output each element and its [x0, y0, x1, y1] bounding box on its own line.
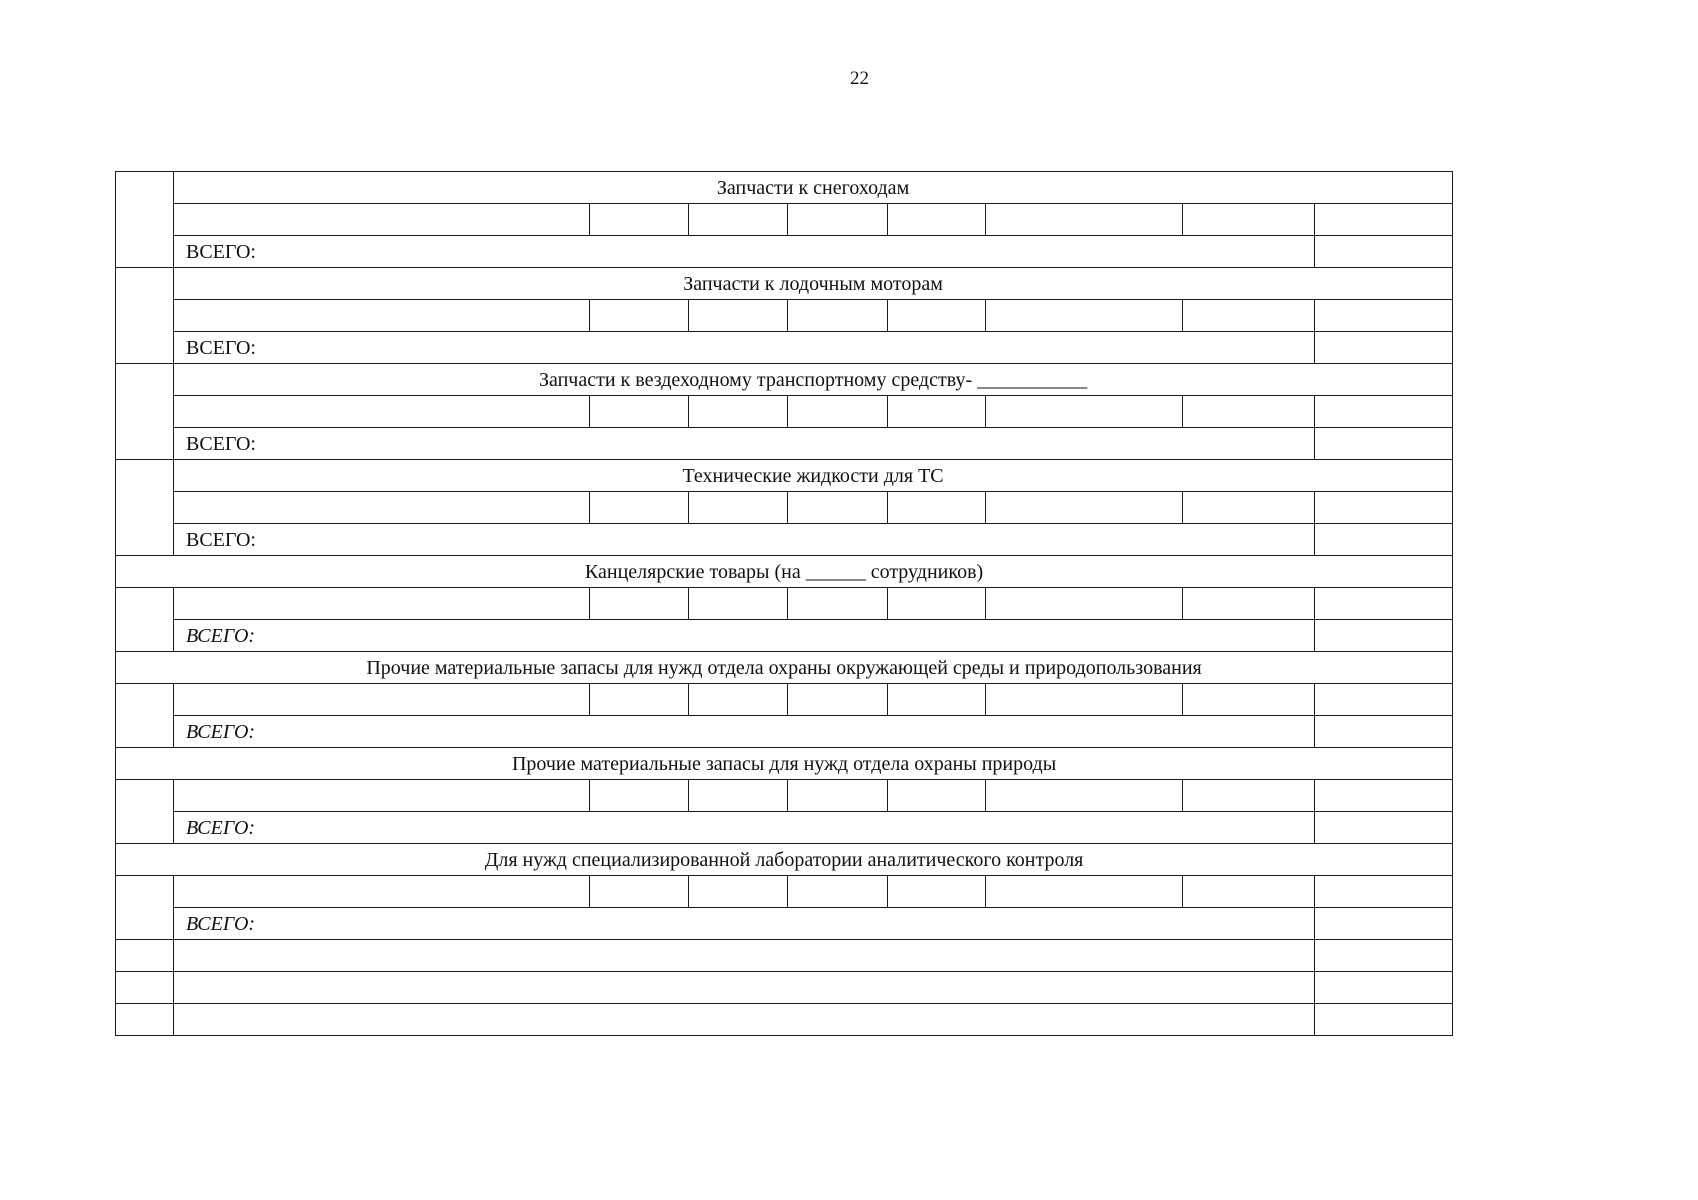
section-title: Запчасти к лодочным моторам: [174, 268, 1453, 300]
total-value-cell[interactable]: [1315, 236, 1453, 268]
item-cell[interactable]: [788, 204, 888, 236]
section-title: Прочие материальные запасы для нужд отдела охраны окружающей среды и природопользования: [116, 652, 1453, 684]
total-row: [116, 524, 1453, 556]
item-cell[interactable]: [888, 780, 986, 812]
total-label: ВСЕГО:: [174, 524, 1315, 556]
item-name-cell[interactable]: [174, 684, 590, 716]
section-header-row: [116, 172, 1453, 204]
total-value-cell[interactable]: [1315, 428, 1453, 460]
section-header-row: [116, 748, 1453, 780]
item-sum-cell[interactable]: [1315, 780, 1453, 812]
item-cell[interactable]: [788, 300, 888, 332]
total-row: [116, 428, 1453, 460]
item-cell[interactable]: [986, 876, 1183, 908]
total-label: ВСЕГО:: [174, 716, 1315, 748]
item-cell[interactable]: [1183, 300, 1315, 332]
section-title: Запчасти к вездеходному транспортному средству- ___________: [174, 364, 1453, 396]
item-cell[interactable]: [590, 684, 689, 716]
item-cell[interactable]: [1183, 780, 1315, 812]
section-header-row: [116, 268, 1453, 300]
item-cell[interactable]: [1183, 492, 1315, 524]
item-row: [116, 300, 1453, 332]
item-row: [116, 204, 1453, 236]
item-sum-cell[interactable]: [1315, 588, 1453, 620]
total-row: [116, 908, 1453, 940]
item-cell[interactable]: [986, 204, 1183, 236]
item-name-cell[interactable]: [174, 876, 590, 908]
total-row: [116, 332, 1453, 364]
section-title: Канцелярские товары (на ______ сотрудников): [116, 556, 1453, 588]
section-title: Технические жидкости для ТС: [174, 460, 1453, 492]
empty-value-cell[interactable]: [1315, 940, 1453, 972]
item-cell[interactable]: [888, 492, 986, 524]
total-row: [116, 236, 1453, 268]
empty-row: [116, 972, 1453, 1004]
item-cell[interactable]: [986, 300, 1183, 332]
item-row: [116, 396, 1453, 428]
empty-row: [116, 1004, 1453, 1036]
item-cell[interactable]: [788, 588, 888, 620]
item-row: [116, 876, 1453, 908]
item-sum-cell[interactable]: [1315, 300, 1453, 332]
section-title: Прочие материальные запасы для нужд отдела охраны природы: [116, 748, 1453, 780]
row-number-cell: [116, 1004, 174, 1036]
item-name-cell[interactable]: [174, 588, 590, 620]
item-cell[interactable]: [788, 492, 888, 524]
item-cell[interactable]: [788, 684, 888, 716]
item-cell[interactable]: [689, 588, 788, 620]
item-cell[interactable]: [888, 396, 986, 428]
total-label: ВСЕГО:: [174, 812, 1315, 844]
row-number-cell: [116, 268, 174, 364]
item-sum-cell[interactable]: [1315, 684, 1453, 716]
item-row: [116, 492, 1453, 524]
item-cell[interactable]: [1183, 396, 1315, 428]
item-row: [116, 780, 1453, 812]
item-cell[interactable]: [689, 876, 788, 908]
total-label: ВСЕГО:: [174, 428, 1315, 460]
item-cell[interactable]: [590, 492, 689, 524]
row-number-cell: [116, 588, 174, 652]
total-label: ВСЕГО:: [174, 332, 1315, 364]
item-cell[interactable]: [590, 204, 689, 236]
total-row: [116, 716, 1453, 748]
empty-wide-cell[interactable]: [174, 940, 1315, 972]
item-cell[interactable]: [590, 780, 689, 812]
item-name-cell[interactable]: [174, 492, 590, 524]
item-name-cell[interactable]: [174, 300, 590, 332]
row-number-cell: [116, 684, 174, 748]
item-cell[interactable]: [888, 300, 986, 332]
item-cell[interactable]: [1183, 588, 1315, 620]
section-title: Для нужд специализированной лаборатории аналитического контроля: [116, 844, 1453, 876]
total-label: ВСЕГО:: [174, 620, 1315, 652]
materials-table: [115, 171, 1453, 1036]
total-value-cell[interactable]: [1315, 716, 1453, 748]
item-cell[interactable]: [689, 204, 788, 236]
item-cell[interactable]: [986, 396, 1183, 428]
item-cell[interactable]: [1183, 684, 1315, 716]
item-name-cell[interactable]: [174, 396, 590, 428]
section-header-row: [116, 364, 1453, 396]
page-number: 22: [850, 68, 869, 89]
total-row: [116, 812, 1453, 844]
item-name-cell[interactable]: [174, 204, 590, 236]
item-cell[interactable]: [689, 300, 788, 332]
empty-wide-cell[interactable]: [174, 972, 1315, 1004]
item-cell[interactable]: [590, 396, 689, 428]
item-row: [116, 588, 1453, 620]
item-cell[interactable]: [888, 204, 986, 236]
row-number-cell: [116, 940, 174, 972]
total-value-cell[interactable]: [1315, 812, 1453, 844]
row-number-cell: [116, 876, 174, 940]
row-number-cell: [116, 172, 174, 268]
item-cell[interactable]: [689, 684, 788, 716]
item-cell[interactable]: [788, 396, 888, 428]
item-cell[interactable]: [689, 396, 788, 428]
item-sum-cell[interactable]: [1315, 876, 1453, 908]
row-number-cell: [116, 780, 174, 844]
item-cell[interactable]: [1183, 204, 1315, 236]
section-title: Запчасти к снегоходам: [174, 172, 1453, 204]
item-cell[interactable]: [986, 684, 1183, 716]
item-cell[interactable]: [888, 684, 986, 716]
total-label: ВСЕГО:: [174, 908, 1315, 940]
total-label: ВСЕГО:: [174, 236, 1315, 268]
row-number-cell: [116, 972, 174, 1004]
item-cell[interactable]: [788, 780, 888, 812]
row-number-cell: [116, 460, 174, 556]
item-cell[interactable]: [986, 780, 1183, 812]
section-header-row: [116, 556, 1453, 588]
item-cell[interactable]: [689, 780, 788, 812]
item-cell[interactable]: [590, 876, 689, 908]
item-cell[interactable]: [689, 492, 788, 524]
item-sum-cell[interactable]: [1315, 396, 1453, 428]
item-cell[interactable]: [986, 588, 1183, 620]
empty-wide-cell[interactable]: [174, 1004, 1315, 1036]
item-name-cell[interactable]: [174, 780, 590, 812]
row-number-cell: [116, 364, 174, 460]
item-cell[interactable]: [590, 300, 689, 332]
item-cell[interactable]: [788, 876, 888, 908]
total-row: [116, 620, 1453, 652]
section-header-row: [116, 460, 1453, 492]
empty-row: [116, 940, 1453, 972]
item-cell[interactable]: [986, 492, 1183, 524]
item-cell[interactable]: [590, 588, 689, 620]
total-value-cell[interactable]: [1315, 620, 1453, 652]
total-value-cell[interactable]: [1315, 332, 1453, 364]
empty-value-cell[interactable]: [1315, 1004, 1453, 1036]
item-sum-cell[interactable]: [1315, 204, 1453, 236]
empty-value-cell[interactable]: [1315, 972, 1453, 1004]
item-sum-cell[interactable]: [1315, 492, 1453, 524]
item-cell[interactable]: [888, 876, 986, 908]
item-cell[interactable]: [1183, 876, 1315, 908]
item-row: [116, 684, 1453, 716]
total-value-cell[interactable]: [1315, 524, 1453, 556]
section-header-row: [116, 652, 1453, 684]
section-header-row: [116, 844, 1453, 876]
item-cell[interactable]: [888, 588, 986, 620]
total-value-cell[interactable]: [1315, 908, 1453, 940]
